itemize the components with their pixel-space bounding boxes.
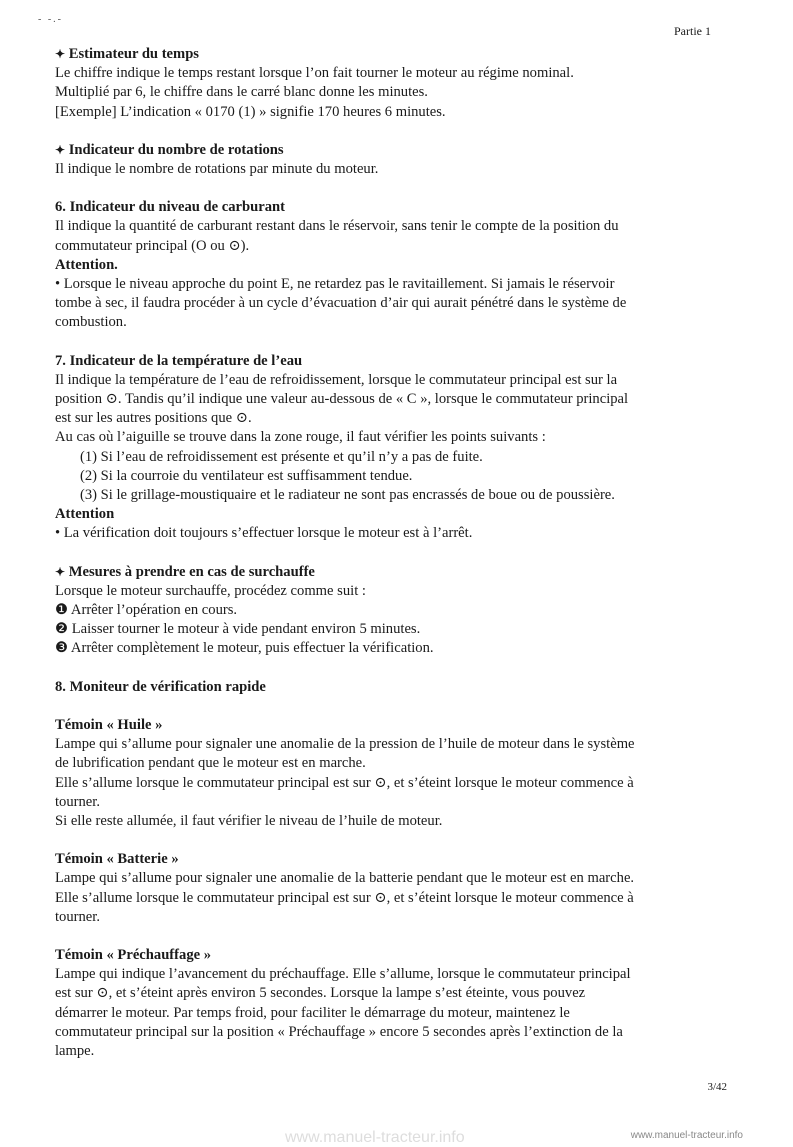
paragraph-line: tourner. bbox=[55, 793, 100, 810]
section-heading: Témoin « Huile » bbox=[55, 716, 163, 733]
paragraph-line: position ⊙. Tandis qu’il indique une valeur au-dessous de « C », lorsque le commutateur principal bbox=[55, 391, 629, 408]
paragraph-line: commutateur principal sur la position « Préchauffage » encore 5 secondes après l’extinction de la bbox=[55, 1023, 623, 1040]
note-line: tombe à sec, il faudra procéder à un cycle d’évacuation d’air qui aurait pénétré dans le système de bbox=[55, 295, 627, 312]
diamond-bullet-icon: ✦ bbox=[55, 142, 66, 157]
section-estimateur bbox=[55, 45, 745, 122]
note-line: combustion. bbox=[55, 314, 127, 331]
paragraph-line: tourner. bbox=[55, 908, 100, 925]
paragraph-line: Au cas où l’aiguille se trouve dans la zone rouge, il faut vérifier les points suivants : bbox=[55, 429, 546, 446]
section-heading: ✦ Indicateur du nombre de rotations bbox=[55, 141, 284, 158]
section-heading: ✦ Estimateur du temps bbox=[55, 46, 199, 62]
paragraph-line: Lampe qui s’allume pour signaler une anomalie de la pression de l’huile de moteur dans le système bbox=[55, 736, 635, 753]
scan-corner-mark: - -.- bbox=[38, 14, 63, 25]
paragraph-line: Il indique la température de l’eau de refroidissement, lorsque le commutateur principal est sur la bbox=[55, 371, 618, 388]
page-number: 3/42 bbox=[707, 1081, 727, 1093]
step-item: ❷ Laisser tourner le moteur à vide pendant environ 5 minutes. bbox=[55, 621, 421, 638]
paragraph-line: Elle s’allume lorsque le commutateur principal est sur ⊙, et s’éteint lorsque le moteur commence à bbox=[55, 889, 634, 906]
note-line: • La vérification doit toujours s’effectuer lorsque le moteur est à l’arrêt. bbox=[55, 525, 473, 542]
section-eau bbox=[55, 352, 745, 544]
section-heading: ✦ Mesures à prendre en cas de surchauffe bbox=[55, 563, 315, 580]
paragraph-line: lampe. bbox=[55, 1042, 95, 1059]
paragraph-line: est sur les autres positions que ⊙. bbox=[55, 410, 252, 427]
section-surchauffe bbox=[55, 563, 745, 659]
section-huile bbox=[55, 716, 745, 831]
attention-label: Attention. bbox=[55, 256, 118, 273]
note-line: • Lorsque le niveau approche du point E, ne retardez pas le ravitaillement. Si jamais le réservoir bbox=[55, 276, 615, 293]
part-label: Partie 1 bbox=[674, 24, 711, 38]
check-item: (2) Si la courroie du ventilateur est suffisamment tendue. bbox=[80, 467, 413, 484]
section-heading: Témoin « Préchauffage » bbox=[55, 946, 212, 963]
section-prechauffage bbox=[55, 946, 745, 1061]
step-item: ❸ Arrêter complètement le moteur, puis effectuer la vérification. bbox=[55, 640, 434, 657]
section-batterie bbox=[55, 850, 745, 927]
paragraph-line: Multiplié par 6, le chiffre dans le carré blanc donne les minutes. bbox=[55, 84, 428, 101]
page-content bbox=[55, 45, 745, 1080]
paragraph-line: démarrer le moteur. Par temps froid, pour faciliter le démarrage du moteur, maintenez le bbox=[55, 1004, 570, 1021]
diamond-bullet-icon: ✦ bbox=[55, 564, 66, 579]
paragraph-line: Lorsque le moteur surchauffe, procédez comme suit : bbox=[55, 582, 366, 599]
section-carburant bbox=[55, 198, 745, 332]
step-item: ❶ Arrêter l’opération en cours. bbox=[55, 602, 238, 619]
paragraph-line: Le chiffre indique le temps restant lorsque l’on fait tourner le moteur au régime nominal. bbox=[55, 65, 574, 82]
section-heading: 7. Indicateur de la température de l’eau bbox=[55, 352, 303, 369]
paragraph-line: Il indique la quantité de carburant restant dans le réservoir, sans tenir le compte de la position du bbox=[55, 218, 619, 235]
section-heading: Témoin « Batterie » bbox=[55, 851, 179, 868]
paragraph-line: Elle s’allume lorsque le commutateur principal est sur ⊙, et s’éteint lorsque le moteur commence à bbox=[55, 774, 634, 791]
paragraph-line: Si elle reste allumée, il faut vérifier le niveau de l’huile de moteur. bbox=[55, 812, 443, 829]
section-heading: 8. Moniteur de vérification rapide bbox=[55, 678, 266, 695]
check-item: (3) Si le grillage-moustiquaire et le radiateur ne sont pas encrassés de boue ou de poussière. bbox=[80, 487, 615, 504]
section-moniteur bbox=[55, 678, 745, 697]
paragraph-line: Lampe qui s’allume pour signaler une anomalie de la batterie pendant que le moteur est en marche. bbox=[55, 870, 635, 887]
watermark-link[interactable]: www.manuel-tracteur.info bbox=[630, 1130, 743, 1141]
paragraph-line: Lampe qui indique l’avancement du préchauffage. Elle s’allume, lorsque le commutateur principal bbox=[55, 966, 631, 983]
section-heading: 6. Indicateur du niveau de carburant bbox=[55, 199, 286, 216]
paragraph-line: de lubrification pendant que le moteur est en marche. bbox=[55, 755, 366, 772]
attention-label: Attention bbox=[55, 506, 115, 523]
footer-ghost-text: www.manuel-tracteur.info bbox=[285, 1129, 465, 1146]
check-item: (1) Si l’eau de refroidissement est présente et qu’il n’y a pas de fuite. bbox=[80, 448, 483, 465]
paragraph-line: Il indique le nombre de rotations par minute du moteur. bbox=[55, 161, 379, 178]
paragraph-line: [Exemple] L’indication « 0170 (1) » signifie 170 heures 6 minutes. bbox=[55, 103, 446, 120]
paragraph-line: est sur ⊙, et s’éteint après environ 5 secondes. Lorsque la lampe s’est éteinte, vous pouvez bbox=[55, 985, 586, 1002]
paragraph-line: commutateur principal (O ou ⊙). bbox=[55, 237, 250, 254]
section-rotations bbox=[55, 141, 745, 179]
diamond-bullet-icon: ✦ bbox=[55, 47, 66, 61]
